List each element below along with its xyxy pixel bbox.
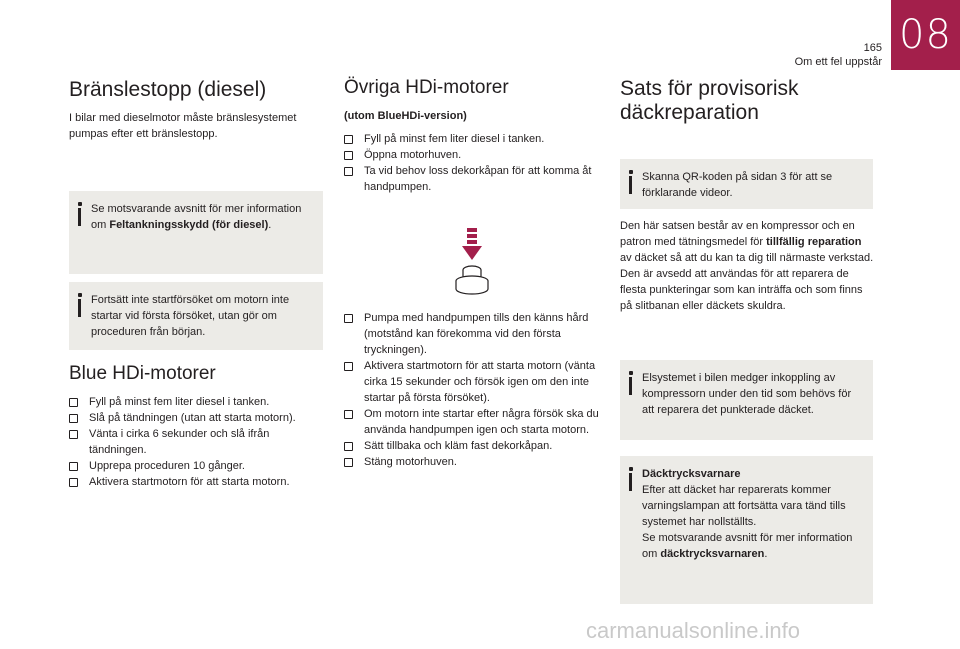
heading-other-hdi: Övriga HDi-motorer [344,77,509,98]
kit-description: Den här satsen består av en kompressor och en patron med tätningsmedel för tillfällig reparation av däcket så att du kan ta dig till närmaste verkstad. Den är avsedd att användas för att reparera de flesta punkteringar som kan inträffa och som finns på slitbanan eller däckets skuldra. [620,220,874,312]
info-box-qr [620,159,873,209]
watermark: carmanualsonline.info [586,618,801,643]
list-item: Slå på tändningen (utan att starta motorn). [69,410,324,426]
hand-pump-icon [450,226,494,300]
list-item: Om motorn inte startar efter några försök ska du använda handpumpen igen och starta motorn. [344,406,602,438]
list-item: Öppna motorhuven. [344,147,599,163]
info-box-tpms [620,456,873,604]
intro-paragraph: I bilar med dieselmotor måste bränslesystemet pumpas efter ett bränslestopp. [69,112,297,140]
list-item: Pumpa med handpumpen tills den känns hård (motstånd kan förekomma vid den första tryckningen). [344,310,602,358]
heading-fuel-stop: Bränslestopp (diesel) [69,78,267,101]
list-item: Sätt tillbaka och kläm fast dekorkåpan. [344,438,602,454]
list-item: Stäng motorhuven. [344,454,602,470]
info-icon [76,202,84,228]
info-box-electrical [620,360,873,440]
page-number: 165 [863,42,882,54]
info-text: Däcktrycksvarnare Efter att däcket har reparerats kommer varningslampan att fortsätta vara tänd tills systemet har nollställts. Se motsvarande avsnitt för mer information om däcktrycksvarnaren. [642,468,853,560]
list-item: Aktivera startmotorn för att starta motorn. [69,474,324,490]
list-item: Aktivera startmotorn för att starta motorn (vänta cirka 15 sekunder och försök igen om den inte startar på första försöket). [344,358,602,406]
chapter-tab: 08 [891,0,960,70]
list-item: Fyll på minst fem liter diesel i tanken. [344,131,599,147]
list-item: Ta vid behov loss dekorkåpan för att komma åt handpumpen. [344,163,599,195]
info-icon [627,371,635,397]
info-heading: Däcktrycksvarnare [642,468,741,480]
info-text: Skanna QR-koden på sidan 3 för att se förklarande videor. [642,171,833,199]
heading-line-2: däckreparation [620,101,759,124]
other-hdi-steps-a [344,131,599,195]
info-text: Fortsätt inte startförsöket om motorn inte startar vid första försöket, utan gör om proceduren från början. [91,294,290,338]
blue-hdi-steps [69,394,324,490]
info-icon [627,170,635,196]
info-box-restart [69,282,323,350]
other-hdi-steps-b [344,310,602,470]
info-text: Se motsvarande avsnitt för mer information om Feltankningsskydd (för diesel). [91,203,302,231]
list-item: Vänta i cirka 6 sekunder och slå ifrån tändningen. [69,426,324,458]
heading-blue-hdi: Blue HDi-motorer [69,363,216,384]
info-icon [76,293,84,319]
info-icon [627,467,635,493]
list-item: Upprepa proceduren 10 gånger. [69,458,324,474]
list-item: Fyll på minst fem liter diesel i tanken. [69,394,324,410]
info-box-misfuel [69,191,323,274]
subheading-except-bluehdi: (utom BlueHDi-version) [344,110,467,122]
heading-tyre-repair-kit [620,77,799,125]
heading-line-1: Sats för provisorisk [620,77,799,100]
info-text: Elsystemet i bilen medger inkoppling av kompressorn under den tid som behövs för att reparera det punkterade däcket. [642,372,852,416]
section-title: Om ett fel uppstår [794,56,882,68]
